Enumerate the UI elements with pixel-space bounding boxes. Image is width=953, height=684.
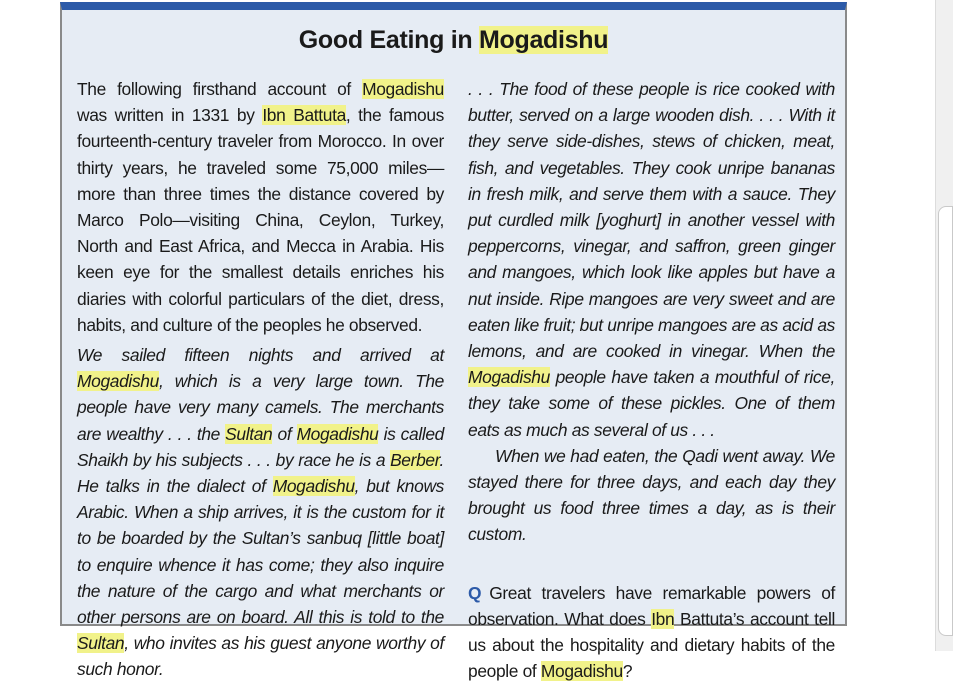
intro-paragraph xyxy=(77,76,444,338)
discussion-question xyxy=(468,580,835,684)
highlighted-term: Ibn Battuta xyxy=(262,105,346,126)
text-run: , which is a very large town. The people have very many camels. The merchants are wealthy . . . the xyxy=(77,371,444,444)
text-run: was written in 1331 by xyxy=(77,105,263,126)
question-marker: Q xyxy=(468,582,482,603)
question-text xyxy=(468,583,835,682)
text-run: The following firsthand account of xyxy=(77,79,363,99)
sidebar-panel xyxy=(60,2,847,682)
text-run: is called Shaikh by his subjects . . . by race he is a xyxy=(77,423,444,470)
text-run: . . . The food of these people is rice cooked with butter, served on a large wooden dish. . . . With it they serve side-dishes, stews of chicken, meat, fish, and vegetables. They cook unripe bananas in fresh milk, and serve them with a sauce. They put curdled milk [yoghurt] in another vessel with peppercorns, vinegar, and saffron, green ginger and mangoes, which look like apples but have a nut inside. Ripe mangoes are very sweet and are eaten like fruit; but unripe mangoes are as acid as lemons, and are cooked in vinegar. When the xyxy=(468,79,835,362)
highlighted-term: Mogadishu xyxy=(272,476,355,497)
text-run: We sailed fifteen nights and arrived at xyxy=(77,345,444,366)
text-run: , the famous fourteenth-century traveler from Morocco. In over thirty years, he traveled some 75,000 miles—more than three times the distance covered by Marco Polo—visiting China, Ceylon, Turkey, North and East Africa, and Mecca in Arabia. His keen eye for the smallest details enriches his diaries with colorful particulars of the diet, dress, habits, and culture of the peoples he observed. xyxy=(77,105,444,335)
quote-paragraph-food xyxy=(468,76,835,443)
scrollbar-thumb[interactable] xyxy=(938,206,953,636)
text-run: When we had eaten, the Qadi went away. We stayed there for three days, and each day they brought us food three times a day, as is their custom. xyxy=(468,445,835,545)
text-run: , but knows Arabic. When a ship arrives, it is the custom for it to be boarded by the Sultan’s sanbuq [little boat] to enquire whence it has come; they also inquire the nature of the cargo and what merchants or other persons are on board. All this is told to the xyxy=(77,476,445,628)
title-text: Good Eating in xyxy=(298,26,479,54)
left-column xyxy=(77,76,444,683)
text-run: . He talks in the dialect of xyxy=(77,449,444,497)
text-run: people have taken a mouthful of rice, they take some of these pickles. One of them eats as much as several of us . . . xyxy=(468,367,835,440)
highlighted-term: Ibn xyxy=(651,608,675,629)
text-run: of xyxy=(272,423,297,444)
highlighted-term: Mogadishu xyxy=(540,661,623,682)
text-run: Battuta’s account tell us about the hospitality and dietary habits of the people of xyxy=(468,608,835,682)
right-column xyxy=(468,76,835,684)
panel-title xyxy=(62,26,845,55)
quote-paragraph-sultan xyxy=(77,342,444,683)
highlighted-term: Berber xyxy=(390,449,440,470)
text-run: , who invites as his guest anyone worthy of such honor. xyxy=(77,633,444,680)
title-highlight: Mogadishu xyxy=(478,26,609,54)
quote-paragraph-qadi xyxy=(468,443,835,548)
text-run: ? xyxy=(622,661,633,682)
highlighted-term: Sultan xyxy=(225,423,273,444)
highlighted-term: Mogadishu xyxy=(296,423,379,444)
highlighted-term: Mogadishu xyxy=(77,371,159,392)
text-run: Great travelers have remarkable powers of observation. What does xyxy=(468,582,835,629)
highlighted-term: Sultan xyxy=(77,633,125,654)
highlighted-term: Mogadishu xyxy=(362,79,444,99)
highlighted-term: Mogadishu xyxy=(468,367,550,388)
